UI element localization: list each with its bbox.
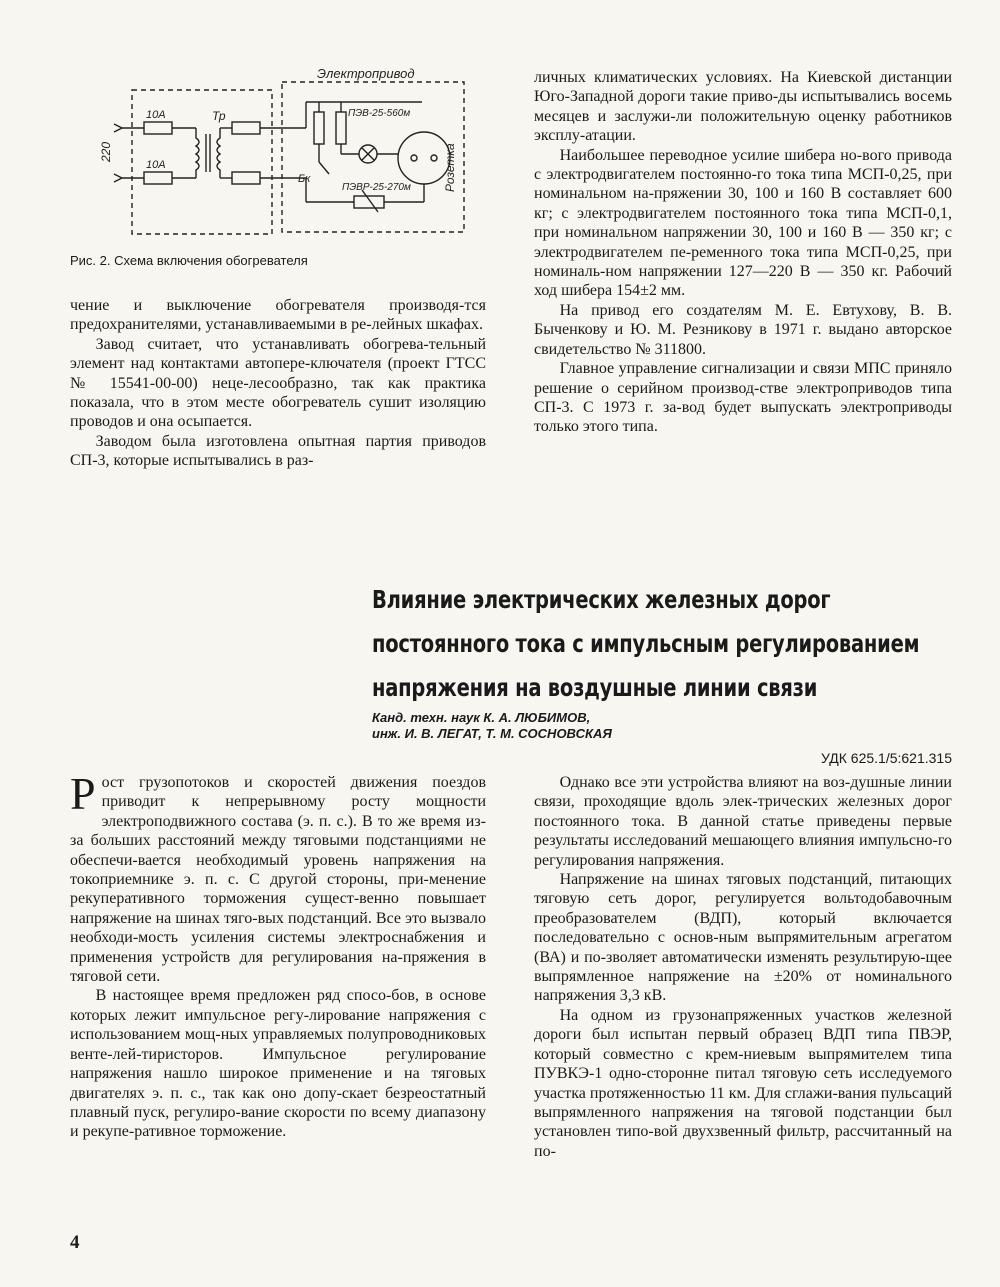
title-line: постоянного тока с импульсным регулированием (372, 629, 920, 658)
terminal-bottom (114, 174, 122, 182)
fuse-3 (232, 122, 260, 134)
paragraph: Напряжение на шинах тяговых подстанций, питающих тяговую сеть дорог, регулируется вольтодобавочным преобразователем (ВДП), который включается последовательно с основ-ным выпрямительным агрегатом (ВА) и по-зволяет автоматически изменять результирую-щее выпрямленное напряжение на ±20% от номинального напряжения 3,3 кВ. (534, 871, 952, 1005)
transformer-secondary (217, 128, 220, 178)
author-line: инж. И. В. ЛЕГАТ, Т. М. СОСНОВСКАЯ (372, 726, 612, 741)
udc-code: УДК 625.1/5:621.315 (821, 750, 952, 766)
paragraph: чение и выключение обогревателя производя-тся предохранителями, устанавливаемыми в ре-лейных шкафах. (70, 297, 486, 334)
paragraph: Завод считает, что устанавливать обогрева-тельный элемент над контактами автопере-ключателя (проект ГТСС № 15541-00-00) неце-лесообразно, так как практика показала, что в этом месте обогреватель сушит изоляцию проводов и она осыпается. (70, 335, 486, 431)
transformer-label: Тр (212, 109, 226, 123)
fuse-1 (144, 122, 172, 134)
resistor-2 (336, 112, 346, 144)
circuit-diagram-svg (92, 62, 472, 242)
title-line: Влияние электрических железных дорог (372, 585, 831, 614)
terminal-top (114, 124, 122, 132)
fuse1-label: 10А (146, 109, 166, 121)
author-line: Канд. техн. наук К. А. ЛЮБИМОВ, (372, 710, 591, 725)
drop-cap: Р (70, 768, 96, 819)
paragraph: На привод его создателям М. Е. Евтухову, В. В. Быченкову и Ю. М. Резникову в 1971 г. выдано авторское свидетельство № 311800. (534, 301, 952, 358)
paragraph: Главное управление сигнализации и связи МПС приняло решение о серийном производ-стве электроприводов типа СП-3. С 1973 г. за-вод будет выпускать электроприводы только этого типа. (534, 360, 952, 436)
paragraph: Наибольшее переводное усилие шибера но-вого привода с электродвигателем постоянно-го тока типа МСП-0,25, при номинальном на-пряжении 30, 100 и 160 В составляет 600 кг; с электродвигателем постоянного тока типа МСП-0,1, при номинальном напряжении 30, 100 и 160 В — 350 кг; с электродвигателем пе-ременного тока типа МСП-0,25, при номиналь-ном напряжении 127—220 В — 350 кг. Рабочий ход шибера 154±2 мм. (534, 146, 952, 300)
paragraph: личных климатических условиях. На Киевской дистанции Юго-Западной дороги такие приво-ды испытывались восемь месяцев и заслужи-ли положительную оценку работников эксплу-атации. (534, 69, 952, 145)
fuse2-label: 10А (146, 159, 166, 171)
paragraph: На одном из грузонапряженных участков железной дороги был испытан первый образец ВДП типа ПВЭР, который совместно с крем-ниевым выпрямителем типа ПУВКЭ-1 одно-сторонне питал тяговую сеть исследуемого участка протяженностью 11 км. Для сглажи-вания пульсаций выпрямленного напряжения на тяговой подстанции был установлен типо-вой двухзвенный фильтр, рассчитанный на по- (534, 1006, 952, 1160)
socket-label: Розетка (443, 143, 457, 192)
switch-label: Бк (298, 173, 311, 185)
resistor-bottom-label: ПЭВР-25-270м (342, 182, 411, 193)
circuit-diagram (92, 62, 472, 242)
transformer-primary (196, 128, 199, 178)
title-line: напряжения на воздушные линии связи (372, 673, 818, 702)
paragraph: Заводом была изготовлена опытная партия приводов СП-3, которые испытывались в раз- (70, 432, 486, 470)
page-number: 4 (70, 1232, 80, 1253)
article-right-column (534, 773, 952, 1161)
authors (372, 710, 612, 742)
paragraph (70, 768, 486, 986)
fuse-4 (232, 172, 260, 184)
article-title (372, 578, 920, 710)
resistor-top-label: ПЭВ-25-560м (348, 108, 411, 119)
top-left-column (70, 296, 486, 471)
paragraph: Однако все эти устройства влияют на воз-душные линии связи, проходящие вдоль элек-трических железных дорог постоянного тока. В данной статье приведены первые результаты исследований мешающего влияния импульсно-го регулирования напряжения. (534, 774, 952, 869)
voltage-label: 220 (99, 141, 113, 162)
article-left-column (70, 768, 486, 1142)
variable-resistor (354, 196, 384, 208)
paragraph: В настоящее время предложен ряд спосо-бов, в основе которых лежит импульсное регу-лирование напряжения с использованием мощ-ных управляемых полупроводниковых венте-лей-тиристоров. Импульсное регулирование напряжения нашло широкое применение и на тяговых двигателях э. п. с., так как оно допу-скает безреостатный плавный пуск, регулиро-вание скорости по всему диапазону и рекупе-ративное торможение. (70, 987, 486, 1141)
paragraph-text: ост грузопотоков и скоростей движения поездов приводит к непрерывному росту мощности электроподвижного состава (э. п. с.). В то же время из-за больших расстояний между тяговыми подстанциями не обеспечи-вается необходимый уровень напряжения на токоприемнике э. п. с. С другой стороны, при-менение рекуперативного торможения сущест-венно повышает напряжение на шинах тяго-вых подстанций. Все это вызвало необходи-мость усиления системы электроснабжения и применения устройств для регулирования на-пряжения в тяговой сети. (70, 774, 486, 986)
drive-label: Электропривод (317, 66, 415, 81)
resistor-1 (314, 112, 324, 144)
top-right-column (534, 68, 952, 437)
figure-caption: Рис. 2. Схема включения обогревателя (70, 253, 308, 268)
fuse-2 (144, 172, 172, 184)
